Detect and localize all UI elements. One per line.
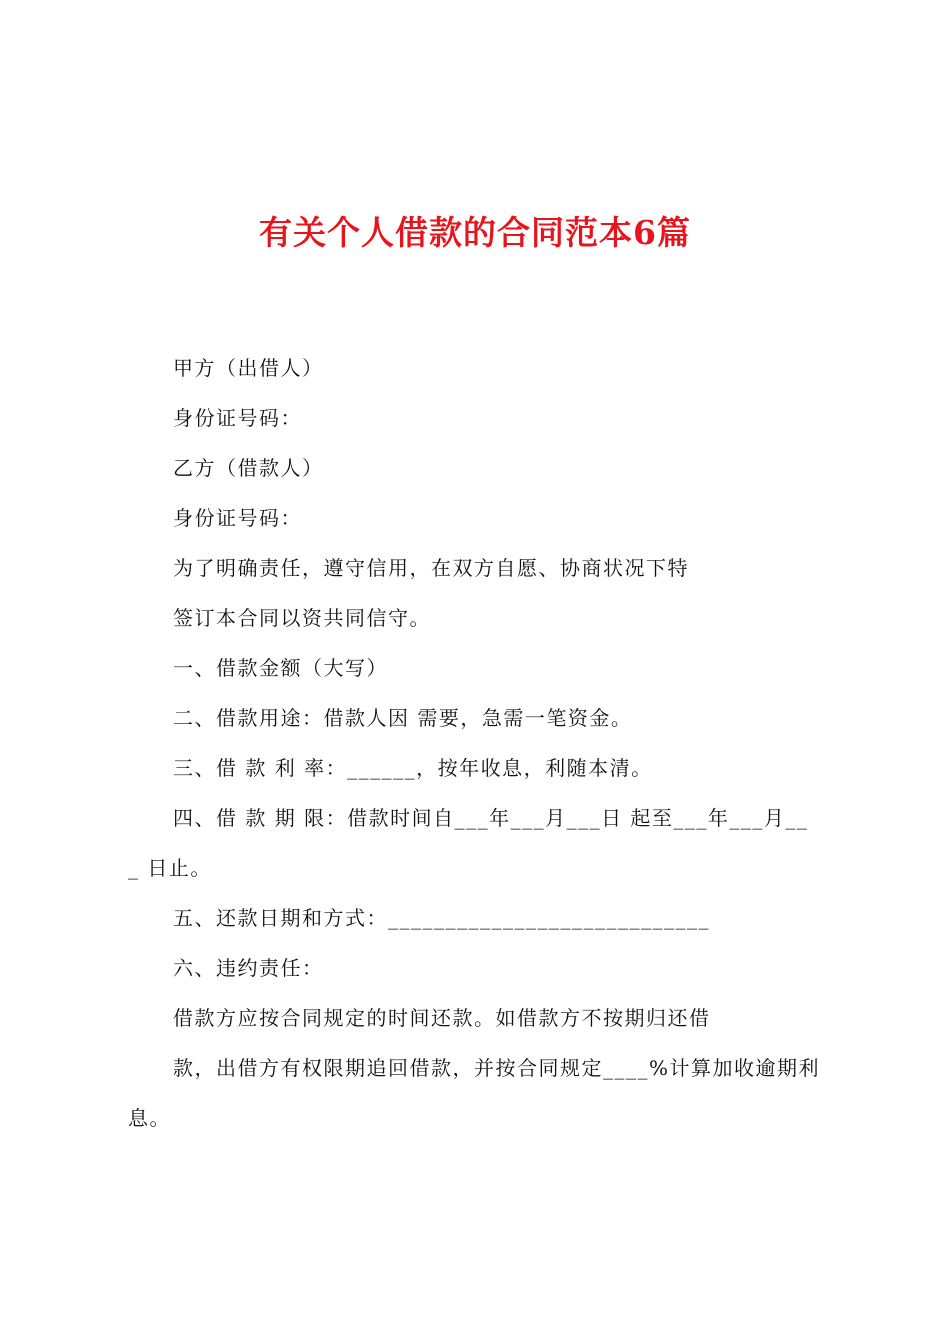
liability-text-line-3: 息。 [128,1106,171,1130]
liability-text-line-2: 款，出借方有权限期追回借款，并按合同规定____%计算加收逾期利 [173,1056,821,1080]
liability-text-line-1: 借款方应按合同规定的时间还款。如借款方不按期归还借 [173,1006,711,1030]
party-a-id-line: 身份证号码： [173,406,302,430]
party-b-line: 乙方（借款人） [173,456,324,480]
document-body [128,343,838,1143]
clause-6-liability: 六、违约责任： [173,956,324,980]
clause-4-term-continued: _ 日止。 [128,856,212,880]
party-b-id-line: 身份证号码： [173,506,302,530]
document-title: 有关个人借款的合同范本6篇 [259,213,691,252]
preamble-line-1: 为了明确责任，遵守信用，在双方自愿、协商状况下特 [173,556,689,580]
clause-2-purpose: 二、借款用途：借款人因 需要，急需一笔资金。 [173,706,633,730]
party-a-line: 甲方（出借人） [173,356,324,380]
clause-5-repayment: 五、还款日期和方式：____________________________ [173,906,710,930]
clause-4-term: 四、借 款 期 限：借款时间自___年___月___日 起至___年___月__ [173,806,809,830]
clause-3-rate: 三、借 款 利 率：______，按年收息，利随本清。 [173,756,653,780]
preamble-line-2: 签订本合同以资共同信守。 [173,606,431,630]
clause-1-amount: 一、借款金额（大写） [173,656,388,680]
